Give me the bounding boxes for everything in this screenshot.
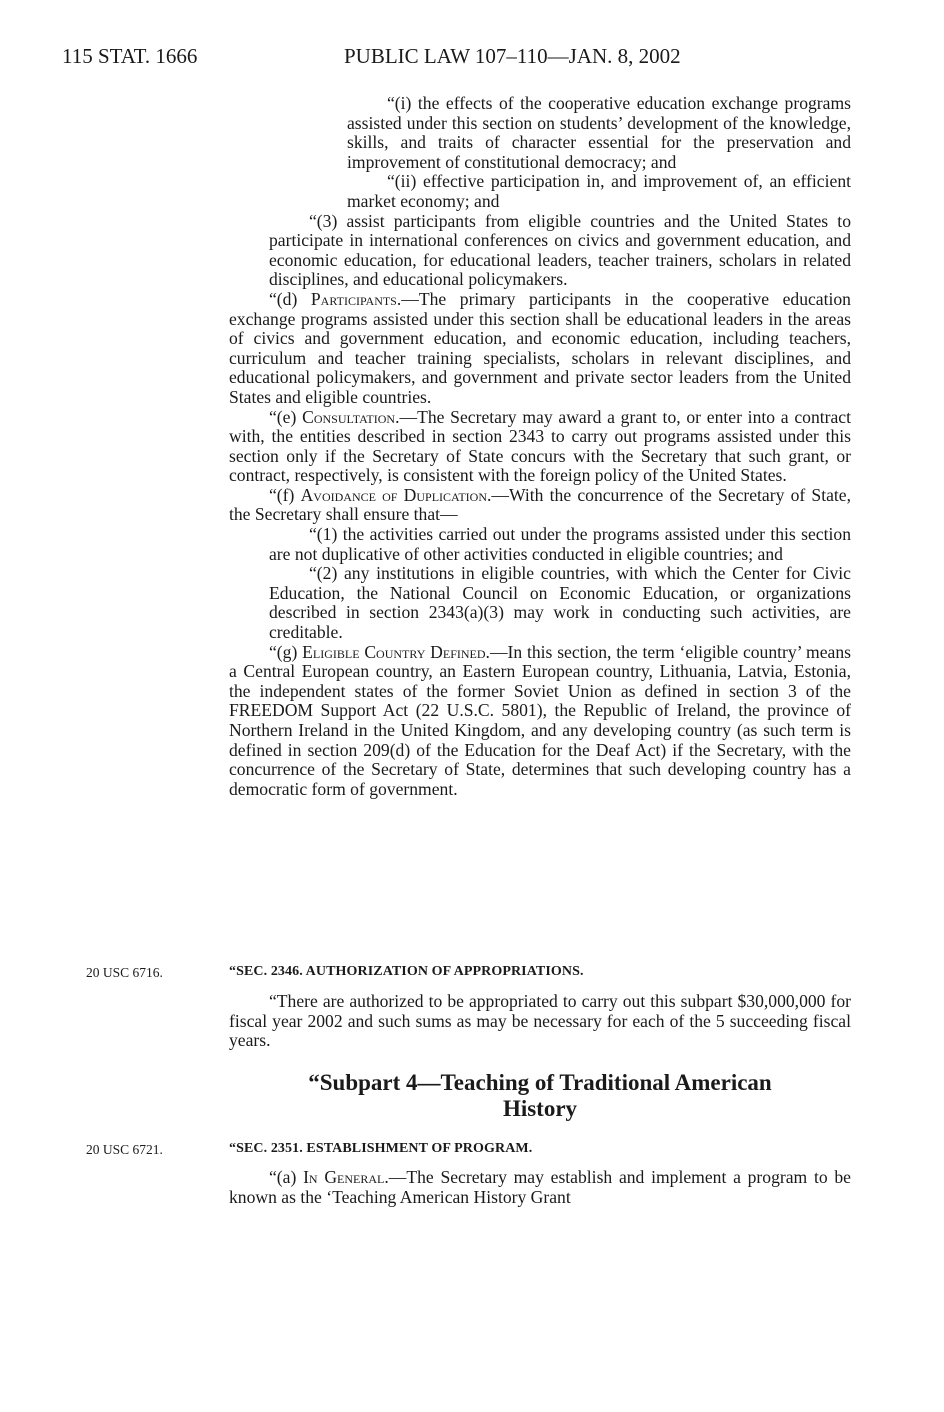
paragraph-g: “(g) Eligible Country Defined.—In this section, the term ‘eligible country’ means a Central European country, an Eastern European country, Lithuania, Latvia, Estonia, the independent states of the former Soviet Union as defined in section 3 of the FREEDOM Support Act (22 U.S.C. 5801), the Republic of Ireland, the province of Northern Ireland in the United Kingdom, and any developing country (as such term is defined in section 209(d) of the Education for the Deaf Act) if the Secretary, with the concurrence of the Secretary of State, determines that such developing country has a democratic form of government.	[229, 641, 851, 799]
section-2351-heading: “SEC. 2351. ESTABLISHMENT OF PROGRAM.	[229, 1141, 533, 1156]
paragraph-f: “(f) Avoidance of Duplication.—With the concurrence of the Secretary of State, the Secretary shall ensure that—	[229, 484, 851, 525]
paragraph-d: “(d) Participants.—The primary participants in the cooperative education exchange programs assisted under this section shall be educational leaders in the areas of civics and government education, and economic education, including teachers, curriculum and teacher training specialists, scholars in relevant disciplines, and educational policymakers, and government and private sector leaders from the United States and eligible countries.	[229, 288, 851, 407]
margin-note-6721: 20 USC 6721.	[86, 1142, 163, 1157]
section-2346-heading: “SEC. 2346. AUTHORIZATION OF APPROPRIATIONS.	[229, 964, 584, 979]
paragraph-ii: “(ii) effective participation in, and improvement of, an efficient market economy; and	[347, 171, 851, 211]
heading-consultation: Consultation	[302, 406, 396, 427]
heading-participants: Participants	[310, 288, 397, 309]
body-text	[229, 94, 851, 799]
heading-eligible-country-defined: Eligible Country Defined	[302, 641, 486, 662]
heading-in-general: In General	[303, 1167, 385, 1187]
stat-page-number: 115 STAT. 1666	[62, 44, 198, 68]
paragraph-3: “(3) assist participants from eligible countries and the United States to participate in international conferences on civics and government education, and economic education, for educational leaders, teacher trainers, scholars in related disciplines, and educational policymakers.	[269, 210, 851, 290]
margin-note-6716: 20 USC 6716.	[86, 965, 163, 980]
section-2346-text: “There are authorized to be appropriated to carry out this subpart $30,000,000 for fiscal year 2002 and such sums as may be necessary for each of the 5 succeeding fiscal years.	[229, 991, 851, 1051]
paragraph-f2: “(2) any institutions in eligible countries, with which the Center for Civic Education, the National Council on Economic Education, or organizations described in section 2343(a)(3) may work in conducting such activities, are creditable.	[269, 563, 851, 643]
paragraph-e: “(e) Consultation.—The Secretary may award a grant to, or enter into a contract with, the entities described in section 2343 to carry out programs assisted under this section only if the Secretary of State concurs with the Secretary that such grant, or contract, respectively, is consistent with the foreign policy of the United States.	[229, 406, 852, 486]
paragraph-i: “(i) the effects of the cooperative education exchange programs assisted under this section on students’ development of the knowledge, skills, and traits of character essential for the preservation and improvement of constitutional democracy; and	[347, 93, 851, 172]
section-2351-text: “(a) In General.—The Secretary may establish and implement a program to be known as the ‘Teaching American History Grant	[229, 1167, 851, 1207]
paragraph-f1: “(1) the activities carried out under the programs assisted under this section are not duplicative of other activities conducted in eligible countries; and	[269, 524, 851, 564]
public-law-title: PUBLIC LAW 107–110—JAN. 8, 2002	[344, 44, 681, 68]
heading-avoidance-of-duplication: Avoidance of Duplication	[300, 484, 488, 505]
subpart-4-title: “Subpart 4—Teaching of Traditional American History	[308, 1070, 772, 1121]
page-header	[62, 44, 852, 74]
